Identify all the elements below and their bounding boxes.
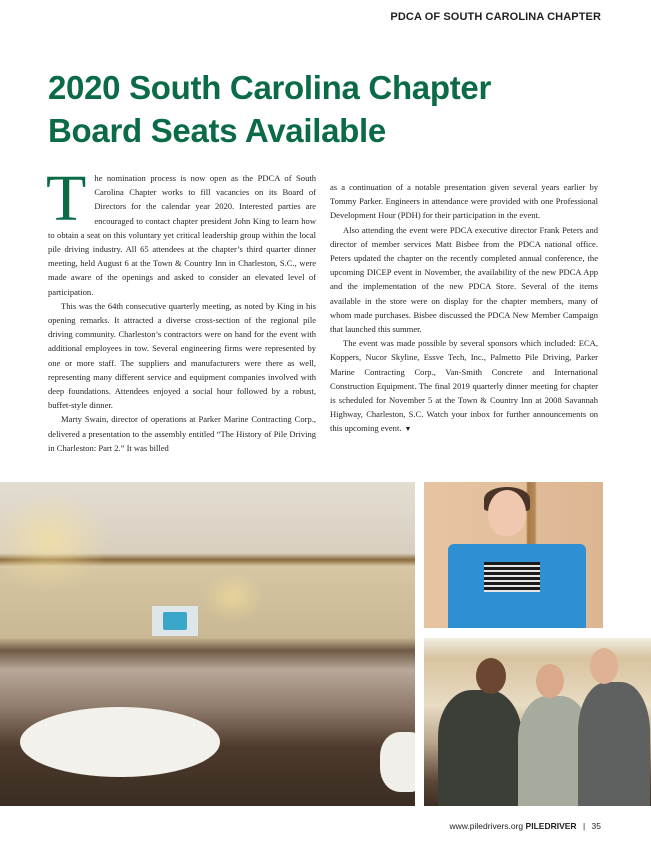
article-column-left (46, 162, 316, 455)
paragraph-text: The event was made possible by several sponsors which included: ECA, Koppers, Nucor Skyline, Essve Tech, Inc., Palmetto Pile Driving, Parker Marine Contracting Corp., Van-Smith Concrete and International Construction Equipment. The final 2019 quarterly dinner meeting for chapter is scheduled for November 5 at the Town & Country Inn at 2008 Savannah Highway, Charleston, S.C. Watch your inbox for further announcements on this upcoming event. (330, 338, 598, 434)
section-label: PDCA OF SOUTH CAROLINA CHAPTER (390, 11, 601, 23)
article-title: 2020 South Carolina Chapter Board Seats Available (48, 69, 492, 149)
publication-name: PILEDRIVER (525, 821, 577, 831)
paragraph: Also attending the event were PDCA executive director Frank Peters and director of member services Matt Bisbee from the PDCA national office. Peters updated the chapter on the recently completed annual conference, the upcoming DICEP event in November, the availability of the new PDCA App and the implementation of the new PDCA Store. Several of the items available in the store were on display for the chapter members, many of whom made purchases. Bisbee discussed the PDCA New Member Campaign that launched this summer. (330, 224, 598, 335)
paragraph: This was the 64th consecutive quarterly meeting, as noted by King in his opening remarks. It attracted a diverse cross-section of the regional pile driving community. Charleston’s contractors were on hand for the event with additional employees in tow. Several engineering firms were represented by one or more staff. The suppliers and manufacturers were there as well, representing many different service and equipment companies involved with deep foundations. Attendees enjoyed a social hour followed by a robust, buffet-style dinner. (48, 300, 316, 411)
person-head (590, 648, 618, 684)
footer-url[interactable]: www.piledrivers.org (449, 821, 524, 831)
page-number: 35 (591, 821, 601, 831)
end-of-article-icon: ▼ (404, 425, 412, 434)
page-footer (449, 821, 601, 831)
flag-graphic (484, 562, 540, 592)
person-head (476, 658, 506, 694)
round-table (380, 732, 415, 792)
person-head (488, 490, 526, 536)
round-table (20, 707, 220, 777)
paragraph-last (330, 336, 598, 436)
projection-screen (152, 606, 198, 636)
drop-cap: T (46, 162, 87, 235)
paragraph: he nomination process is now open as the PDCA of South Carolina Chapter works to fill vacancies on its Board of Directors for the calendar year 2020. Interested parties are encouraged to contact chapter president John King to learn how to obtain a seat on this voluntary yet critical leadership group within the local pile driving industry. All 65 attendees at the chapter’s third quarter dinner meeting, held August 6 at the Town & Country Inn in Charleston, S.C., were made aware of the openings and asked to consider an elevated level of participation. (48, 173, 316, 297)
photo-tshirt (424, 482, 603, 628)
paragraph: Marty Swain, director of operations at Parker Marine Contracting Corp., delivered a presentation to the assembly entitled “The History of Pile Driving in Charleston: Part 2.” It was billed (48, 414, 316, 453)
photo-group (424, 638, 651, 806)
person-head (536, 664, 564, 698)
person (578, 682, 650, 806)
person (438, 690, 522, 806)
footer-separator: | (582, 821, 586, 831)
article-column-right (330, 180, 598, 437)
paragraph: as a continuation of a notable presentation given several years earlier by Tommy Parker. Engineers in attendance were provided with one Professional Development Hour (PDH) for their participation in the event. (330, 182, 598, 221)
photo-banquet-room (0, 482, 415, 806)
